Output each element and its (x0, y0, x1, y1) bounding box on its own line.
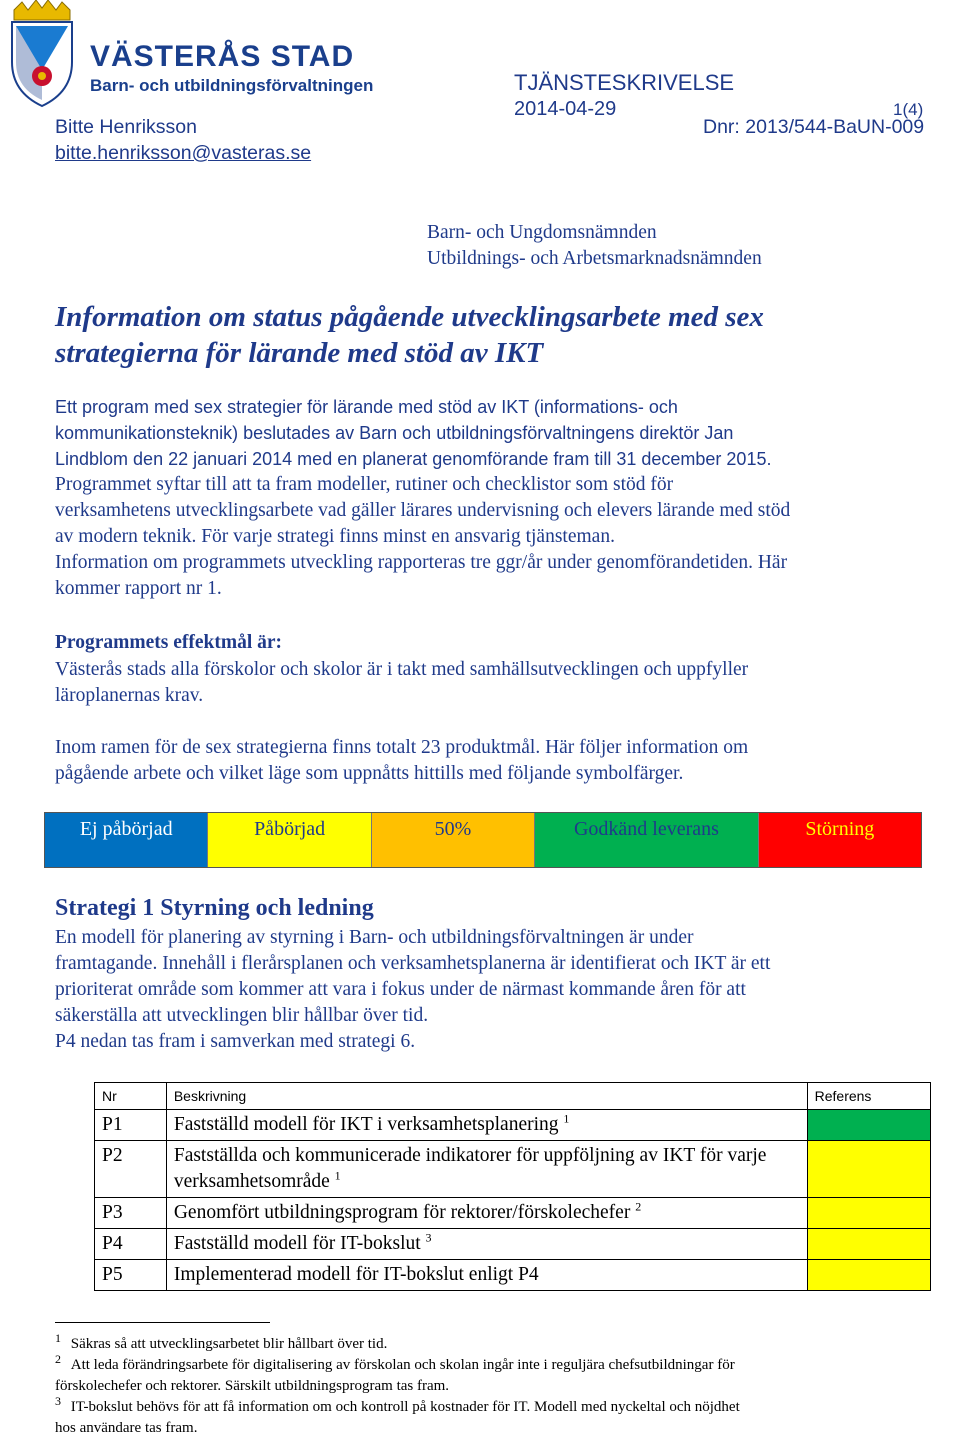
strategy-line: framtagande. Innehåll i flerårsplanen och verksamhetsplanerna är identifierat och IKT är ett (55, 953, 771, 974)
doc-dnr: Dnr: 2013/544-BaUN-009 (703, 116, 925, 138)
intro-paragraph (55, 394, 790, 602)
author-name: Bitte Henriksson (55, 116, 197, 138)
footnote-number: 3 (55, 1394, 61, 1408)
strategy-line: säkerställa att utvecklingen blir hållbar över tid. (55, 1005, 429, 1026)
doc-type: TJÄNSTESKRIVELSE (514, 70, 735, 95)
row-status (807, 1198, 930, 1229)
product-goals-table (94, 1082, 931, 1291)
intro-line: av modern teknik. För varje strategi finns minst en ansvarig tjänsteman. (55, 526, 615, 547)
title-line: Information om status pågående utvecklingsarbete med sex (55, 301, 764, 333)
products-line: pågående arbete och vilket läge som uppnåtts hittills med följande symbolfärger. (55, 763, 684, 784)
strategy-paragraph (55, 925, 770, 1055)
row-status (807, 1260, 930, 1291)
row-description-text: Genomfört utbildningsprogram för rektorer/förskolechefer (173, 1202, 631, 1223)
strategy-line: P4 nedan tas fram i samverkan med strategi 6. (55, 1031, 416, 1052)
row-status (807, 1229, 930, 1260)
recipients (427, 220, 762, 272)
legend-disturbance: Störning (759, 813, 921, 867)
row-nr: P5 (95, 1260, 167, 1291)
table-header-row (95, 1083, 931, 1110)
effect-line: läroplanernas krav. (55, 685, 204, 706)
intro-line: Programmet syftar till att ta fram modeller, rutiner och checklistor som stöd för (55, 474, 674, 495)
legend-half: 50% (372, 813, 535, 867)
row-status (807, 1110, 930, 1141)
intro-line: kommunikationsteknik) beslutades av Barn och utbildningsförvaltningens direktör Jan (55, 423, 734, 443)
footnote-ref: 2 (635, 1199, 642, 1214)
city-crest (10, 0, 74, 108)
row-description-text: Fastställd modell för IT-bokslut (173, 1233, 421, 1254)
row-description (166, 1260, 807, 1291)
footnote (55, 1352, 935, 1397)
strategy-heading: Strategi 1 Styrning och ledning (55, 895, 374, 921)
table-row (95, 1141, 931, 1198)
table-row (95, 1110, 931, 1141)
effect-paragraph (55, 657, 748, 709)
table-row (95, 1260, 931, 1291)
intro-line: Information om programmets utveckling rapporteras tre ggr/år under genomförandetiden. Här (55, 552, 788, 573)
row-description (166, 1198, 807, 1229)
status-color-legend (44, 812, 922, 868)
effect-line: Västerås stads alla förskolor och skolor är i takt med samhällsutvecklingen och uppfyller (55, 659, 749, 680)
row-description (166, 1229, 807, 1260)
logo-subtitle: Barn- och utbildningsförvaltningen (90, 76, 374, 95)
row-status (807, 1141, 930, 1198)
row-description-text: Implementerad modell för IT-bokslut enligt P4 (173, 1264, 539, 1285)
footnote (55, 1394, 935, 1439)
doc-date: 2014-04-29 (514, 98, 617, 120)
strategy-line: En modell för planering av styrning i Barn- och utbildningsförvaltningen är under (55, 927, 694, 948)
footnote-number: 1 (55, 1331, 61, 1345)
document-title (55, 299, 764, 371)
footnote-ref: 1 (563, 1111, 570, 1126)
footnote-divider (55, 1322, 270, 1323)
legend-not-started: Ej påbörjad (45, 813, 208, 867)
effect-heading: Programmets effektmål är: (55, 632, 283, 653)
products-line: Inom ramen för de sex strategierna finns totalt 23 produktmål. Här följer information om (55, 737, 749, 758)
header-reference: Referens (807, 1083, 930, 1110)
products-paragraph (55, 735, 748, 787)
legend-approved: Godkänd leverans (535, 813, 758, 867)
row-nr: P4 (95, 1229, 167, 1260)
footnote-text: förskolechefer och rektorer. Särskilt utbildningsprogram tas fram. (55, 1378, 450, 1394)
intro-line: verksamhetens utvecklingsarbete vad gäller lärares undervisning och elevers lärande med stöd (55, 500, 791, 521)
header-description: Beskrivning (166, 1083, 807, 1110)
footnote-text: Att leda förändringsarbete för digitalisering av förskolan och skolan ingår inte i reguljära chefsutbildningar för (70, 1357, 735, 1373)
footnote-text: Säkras så att utvecklingsarbetet blir hållbart över tid. (70, 1336, 388, 1352)
row-nr: P1 (95, 1110, 167, 1141)
legend-started: Påbörjad (208, 813, 371, 867)
recipient: Barn- och Ungdomsnämnden (427, 222, 657, 243)
table-row (95, 1198, 931, 1229)
title-line: strategierna för lärande med stöd av IKT (55, 337, 544, 369)
recipient: Utbildnings- och Arbetsmarknadsnämnden (427, 248, 762, 269)
row-description (166, 1141, 807, 1198)
footnote (55, 1331, 935, 1355)
intro-line: Ett program med sex strategier för lärande med stöd av IKT (informations- och (55, 397, 678, 417)
table-row (95, 1229, 931, 1260)
intro-line: kommer rapport nr 1. (55, 578, 222, 599)
intro-line: Lindblom den 22 januari 2014 med en planerat genomförande fram till 31 december 2015. (55, 449, 772, 469)
footnotes (55, 1331, 935, 1439)
row-description (166, 1110, 807, 1141)
page-number: 1(4) (893, 100, 924, 119)
row-description-text: Fastställd modell för IKT i verksamhetsplanering (173, 1114, 559, 1135)
footnote-text: IT-bokslut behövs för att få information om och kontroll på kostnader för IT. Modell med nyckeltal och nöjdhet (70, 1399, 740, 1415)
logo-title: VÄSTERÅS STAD (90, 40, 355, 73)
row-nr: P2 (95, 1141, 167, 1198)
strategy-line: prioriterat område som kommer att vara i fokus under de närmast kommande åren för att (55, 979, 746, 1000)
footnote-text: hos användare tas fram. (55, 1420, 198, 1436)
author-email-link[interactable]: bitte.henriksson@vasteras.se (55, 142, 312, 164)
row-nr: P3 (95, 1198, 167, 1229)
footnote-number: 2 (55, 1352, 61, 1366)
footnote-ref: 3 (425, 1230, 432, 1245)
footnote-ref: 1 (334, 1168, 341, 1183)
row-description-text: Fastställda och kommunicerade indikatorer för uppföljning av IKT för varje verksamhetsområde (173, 1145, 767, 1192)
header-nr: Nr (95, 1083, 167, 1110)
